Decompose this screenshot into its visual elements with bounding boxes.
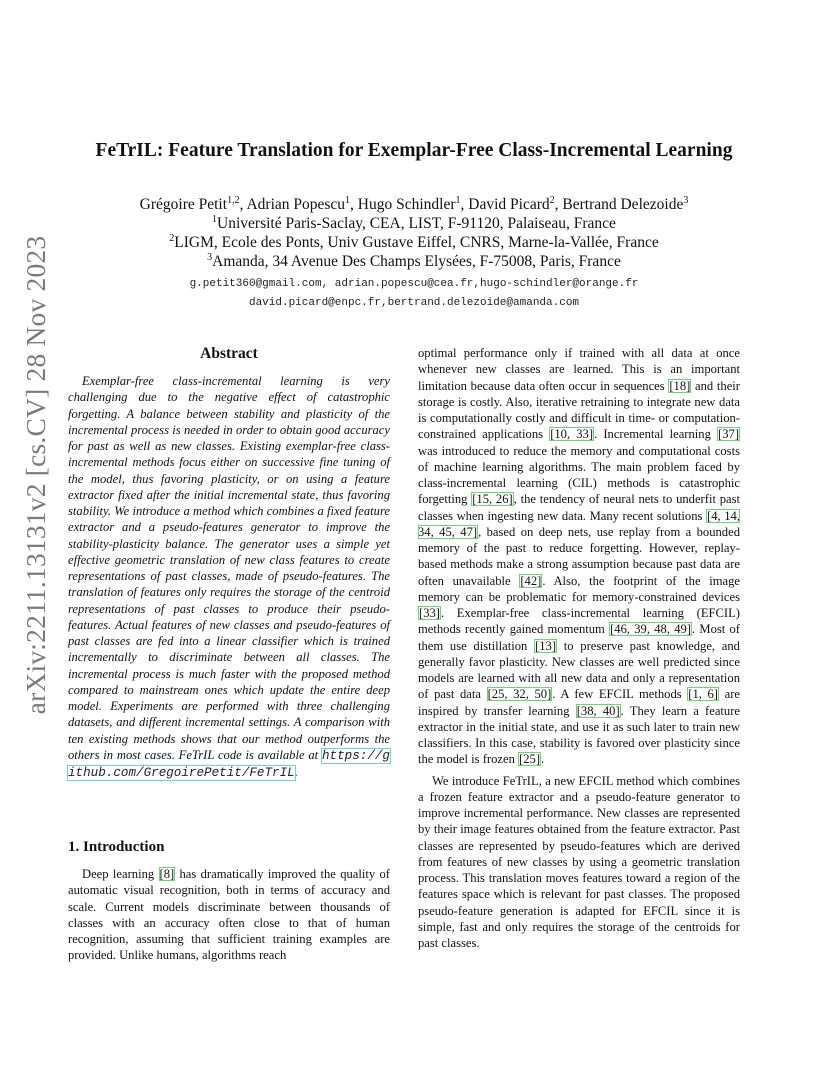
citation-link[interactable]: [1, 6] (688, 687, 719, 702)
paper-title: FeTrIL: Feature Translation for Exemplar-Free Class-Incremental Learning (95, 140, 733, 161)
abstract-body: Exemplar-free class-incremental learning is very challenging due to the negative effect of catastrophic forgetting. A balance between stability and plasticity of the incremental process is needed in order to obtain good accuracy for past as well as new classes. Existing exemplar-free class-incremental methods focus either on successive fine tuning of the model, thus favoring plasticity, or on using a feature extractor fixed after the initial incremental state, thus favoring stability. We introduce a method which combines a fixed feature extractor and a pseudo-features generator to improve the stability-plasticity balance. The generator uses a simple yet effective geometric translation of new class features to create representations of past classes, made of pseudo-features. The translation of features only requires the storage of the centroid representations of past classes to produce their pseudo-features. Actual features of new classes and pseudo-features of past classes are fed into a linear classifier which is trained incrementally to discriminate between all classes. The incremental process is much faster with the proposed method compared to mainstream ones which update the entire deep model. Experiments are performed with three challenging datasets, and different incremental settings. A comparison with ten existing methods shows that our method outperforms the others in most cases. FeTrIL code is available at https://github.com/GregoirePetit/FeTrIL. (68, 374, 390, 780)
affil-text: Amanda, 34 Avenue Des Champs Elysées, F-75008, Paris, France (212, 253, 621, 270)
citation-link[interactable]: [37] (718, 427, 740, 442)
body-text: are inspired by transfer learning (418, 687, 740, 718)
affil-mark: 1 (212, 213, 218, 225)
arxiv-identifier: arXiv:2211.13131v2 [cs.CV] 28 Nov 2023 (20, 235, 51, 715)
body-text: , based on deep nets, use replay from a bounded memory of the past to reduce forgetting. However, replay-based methods make a strong assumption because past data are often unavailable (418, 524, 740, 588)
citation-link[interactable]: [46, 39, 48, 49] (610, 622, 691, 637)
intro-text: has dramatically improved the quality of automatic visual recognition, both in terms of accuracy and scale. Current models discriminate between thousands of classes with an accuracy often close to that of human recognition, assuming that sufficient training examples are provided. Unlike humans, algorithms reach (68, 867, 390, 963)
body-text: . A few EFCIL methods (552, 687, 688, 702)
citation-link[interactable]: [10, 33] (550, 427, 594, 442)
right-column (418, 345, 740, 951)
citation-link[interactable]: [25] (519, 752, 541, 767)
abstract-heading: Abstract (200, 345, 258, 362)
abstract-text: Exemplar-free class-incremental learning is very challenging due to the negative effect of catastrophic forgetting. A balance between stability and plasticity of the incremental process is needed in order to obtain good accuracy for past as well as new classes. Existing exemplar-free class-incremental methods focus either on successive fine tuning of the model, thus favoring plasticity, or on using a feature extractor fixed after the initial incremental state, thus favoring stability. We introduce a method which combines a fixed feature extractor and a pseudo-features generator to improve the stability-plasticity balance. The generator uses a simple yet effective geometric translation of new class features to create representations of past classes, made of pseudo-features. The translation of features only requires the storage of the centroid representations of past classes to produce their pseudo-features. Actual features of new classes and pseudo-features of past classes are fed into a linear classifier which is trained incrementally to discriminate between all classes. The incremental process is much faster with the proposed method compared to mainstream ones which update the entire deep model. Experiments are performed with three challenging datasets, and different incremental settings. A comparison with ten existing methods shows that our method outperforms the others in most cases. FeTrIL code is available at (68, 374, 390, 762)
citation-link[interactable]: [18] (669, 378, 691, 393)
affil-mark: 3 (207, 251, 213, 263)
left-column (68, 345, 390, 781)
body-text: . Exemplar-free class-incremental learning (EFCIL) methods recently gained momentum (418, 606, 740, 637)
citation-link[interactable]: [15, 26] (472, 492, 513, 507)
citation-link[interactable]: [33] (419, 606, 440, 620)
body-text: optimal performance only if trained with all data at once whenever new classes are learned. This is an important limitation because data often occur in sequences (418, 346, 740, 393)
body-text: was introduced to reduce the memory and computational costs of machine learning algorithms. The main problem faced by class-incremental learning (CIL) methods is catastrophic forgetting (418, 443, 740, 507)
citation-link[interactable]: [25, 32, 50] (487, 687, 552, 702)
body-text: . (541, 752, 545, 767)
affil-mark: 2 (169, 232, 175, 244)
intro-paragraph (68, 866, 390, 964)
author-affil-mark: 1 (455, 194, 461, 206)
author-block (0, 195, 828, 271)
body-text: . Also, the footprint of the image memory can be problematic for memory-constrained devices (418, 573, 741, 604)
affiliation-2 (0, 233, 828, 252)
body-text: and their storage is costly. Also, iterative retraining to integrate new data is computationally costly and difficult in time- or computation-constrained applications (418, 378, 740, 442)
body-text: . They learn a feature extractor in the initial state, and use it as such later to train new classifiers. In this case, stability is favored over plasticity since the model is frozen (418, 703, 740, 767)
intro-text: Deep learning (82, 867, 159, 881)
author-name: , David Picard (460, 196, 550, 213)
author-name: , Adrian Popescu (239, 196, 346, 213)
author-name: , Hugo Schindler (350, 196, 456, 213)
affil-text: LIGM, Ecole des Ponts, Univ Gustave Eiffel, CNRS, Marne-la-Vallée, France (174, 234, 659, 251)
email-line-2: david.picard@enpc.fr,bertrand.delezoide@amanda.com (248, 297, 580, 309)
email-block (0, 275, 828, 313)
body-paragraph-1 (418, 345, 740, 768)
body-text: . Incremental learning (594, 427, 718, 442)
citation-link[interactable]: [8] (159, 867, 175, 881)
code-link[interactable]: https://github.com/GregoirePetit/FeTrIL (68, 748, 390, 780)
author-affil-mark: 3 (683, 194, 689, 206)
body-text: . Most of them use distillation (418, 622, 740, 653)
author-affil-mark: 2 (549, 194, 555, 206)
section-heading-introduction: 1. Introduction (68, 839, 165, 855)
author-affil-mark: 1 (345, 194, 351, 206)
author-affil-mark: 1,2 (227, 194, 240, 206)
citation-link[interactable]: [38, 40] (576, 703, 620, 718)
body-paragraph-2: We introduce FeTrIL, a new EFCIL method which combines a frozen feature extractor and a pseudo-feature generator to improve incremental performance. New classes are represented by their image features obtained from the feature extractor. Past classes are represented by pseudo-features which are derived from features of new classes by using a geometric translation process. This translation moves features toward a region of the features space which is relevant for past classes. The proposed pseudo-feature generation is adapted for EFCIL since it is simple, fast and only requires the storage of the centroids for past classes. (418, 773, 740, 950)
body-text: to preserve past knowledge, and generally favor plasticity. New classes are well predicted since models are learned with all new data and only a representation of past data (418, 638, 740, 702)
author-list (0, 195, 828, 214)
affiliation-3 (0, 252, 828, 271)
citation-link[interactable]: [13] (535, 638, 557, 653)
body-text: , the tendency of neural nets to underfit past classes when ingesting new data. Many recent solutions (418, 492, 740, 523)
author-name: Grégoire Petit (139, 196, 228, 213)
author-name: , Bertrand Delezoide (554, 196, 684, 213)
affiliation-1 (0, 214, 828, 233)
affil-text: Université Paris-Saclay, CEA, LIST, F-91120, Palaiseau, France (217, 215, 616, 232)
email-line-1: g.petit360@gmail.com, adrian.popescu@cea.fr,hugo-schindler@orange.fr (189, 278, 639, 290)
citation-link[interactable]: [4, 14, 34, 45, 47] (418, 508, 741, 539)
citation-link[interactable]: [42] (520, 573, 542, 588)
